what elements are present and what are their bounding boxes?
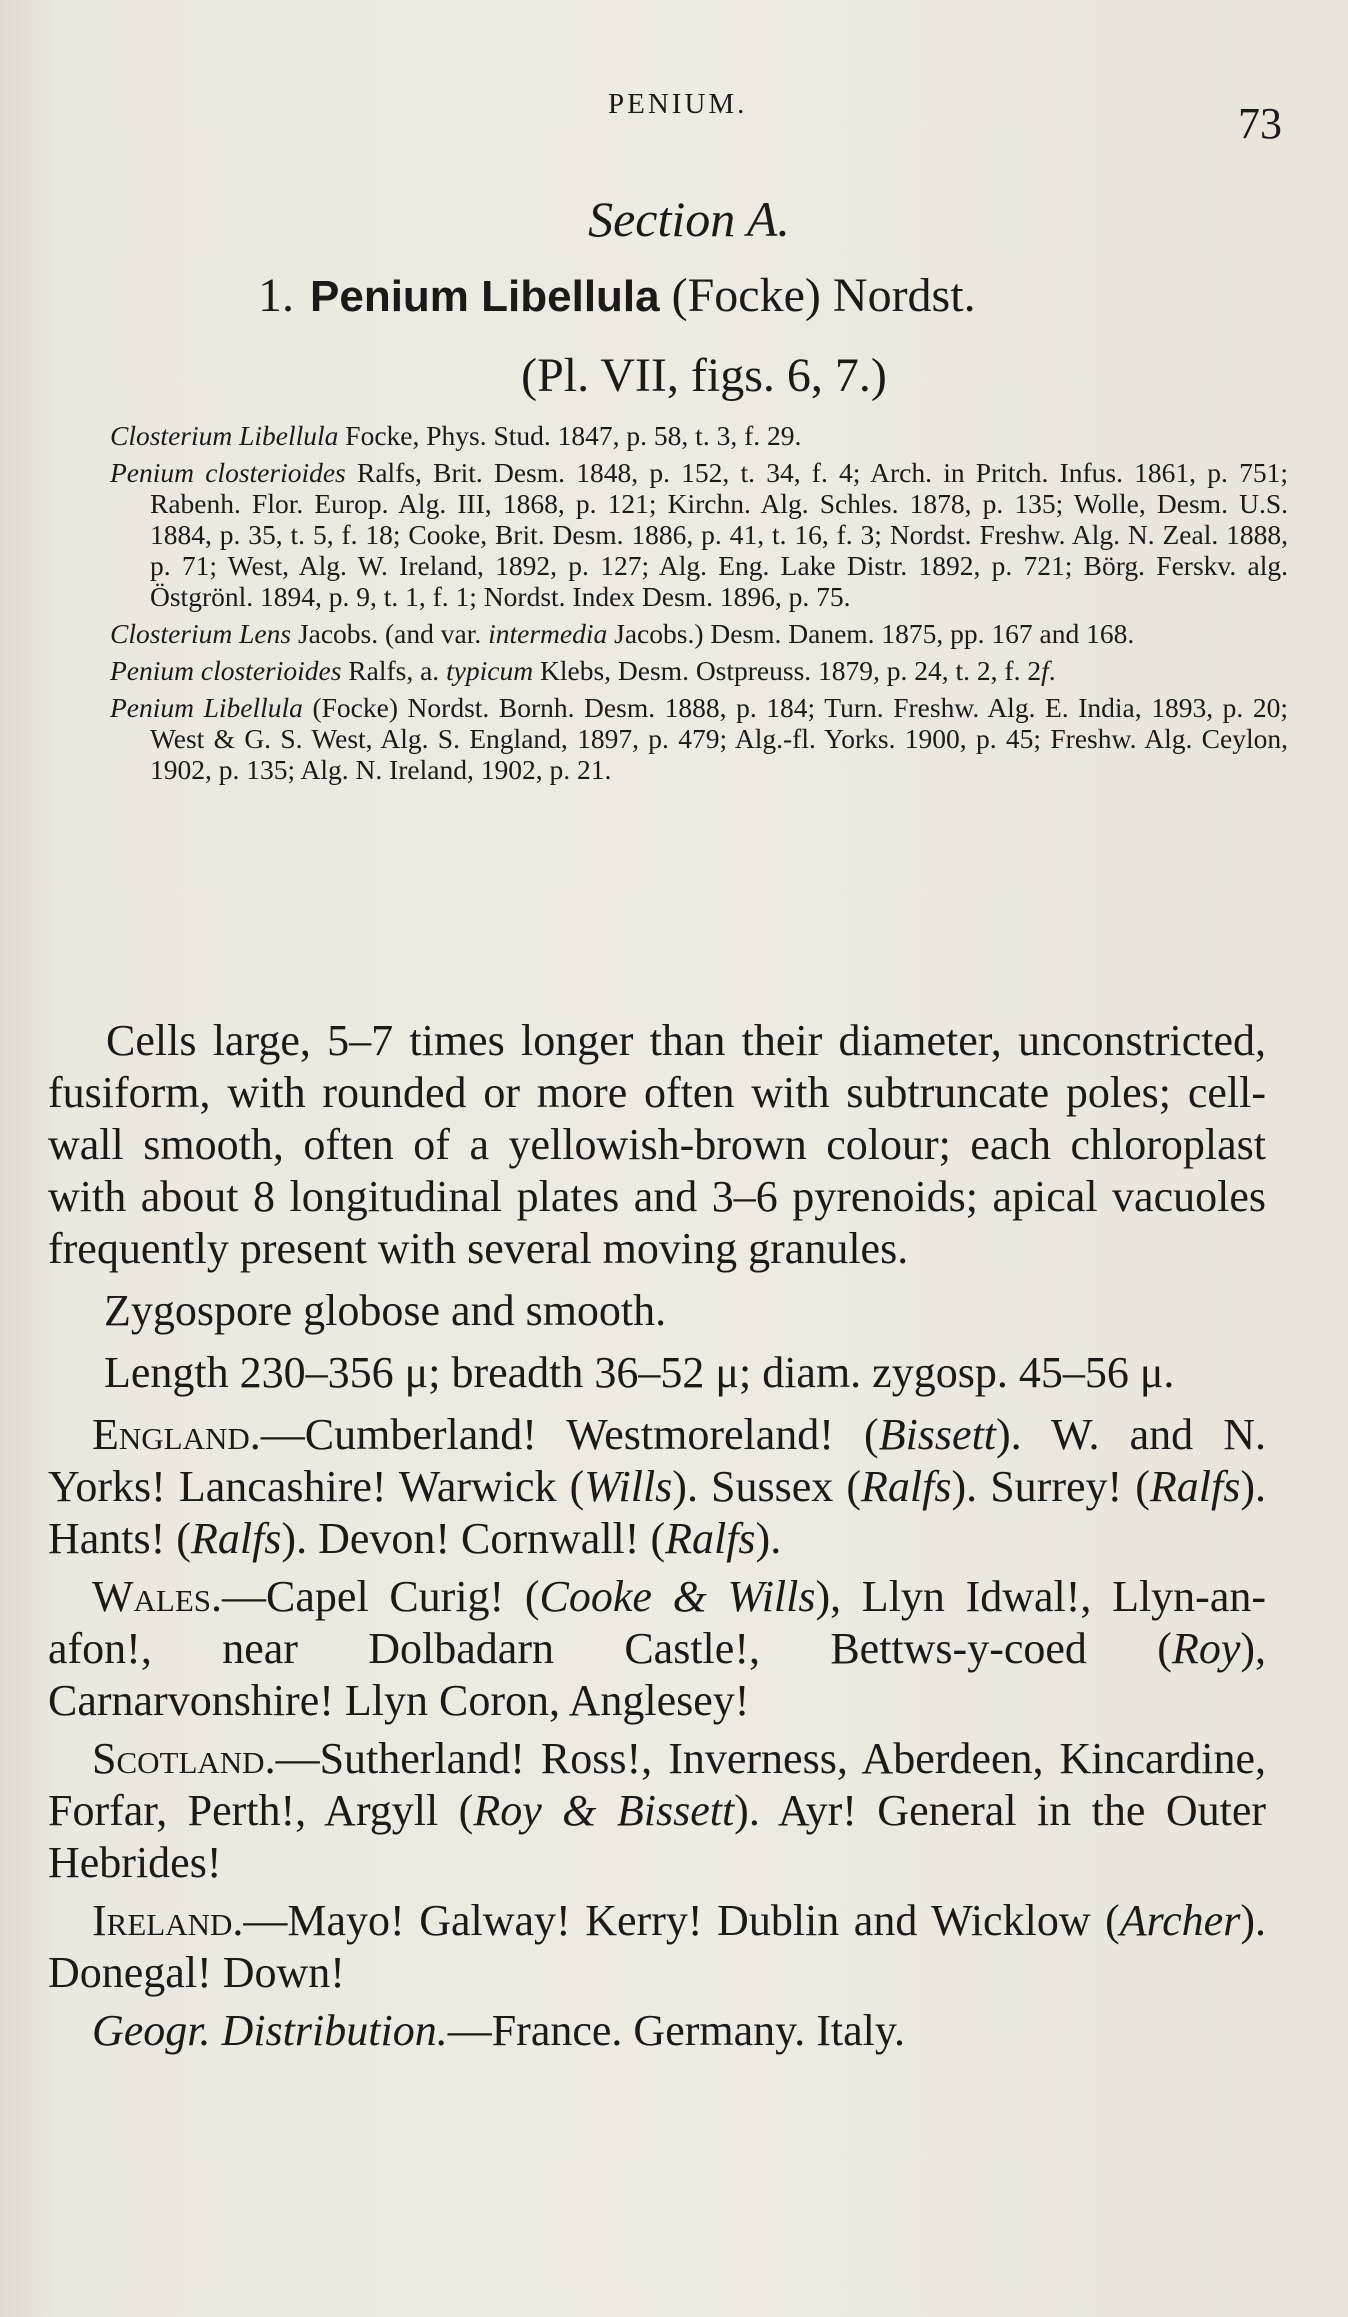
locality-text: ). Hants! ( bbox=[48, 1462, 1266, 1563]
locality-text: ), Carnarvonshire! Llyn Coron, Anglesey! bbox=[48, 1624, 1266, 1725]
locality-text: ). Devon! Cornwall! ( bbox=[281, 1514, 666, 1563]
synonymy-list bbox=[110, 420, 1288, 791]
synonym-citation: . bbox=[1048, 655, 1056, 686]
synonym-figure-suffix: f bbox=[1041, 655, 1049, 686]
synonym-citation: Klebs, Desm. Ostpreuss. 1879, p. 24, t. 2, f. 2 bbox=[533, 655, 1042, 686]
plate-reference: (Pl. VII, figs. 6, 7.) bbox=[521, 349, 887, 402]
region-label: Wales. bbox=[92, 1572, 223, 1621]
synonym-citation: Jacobs.) Desm. Danem. 1875, pp. 167 and 168. bbox=[607, 618, 1135, 649]
collector-name: Roy bbox=[1171, 1624, 1241, 1673]
region-label: Scotland. bbox=[92, 1734, 276, 1783]
synonym-variety: intermedia bbox=[488, 618, 608, 649]
collector-name: Ralfs bbox=[665, 1514, 756, 1563]
running-head: PENIUM. bbox=[608, 88, 748, 120]
synonym-taxon: Penium closterioides bbox=[110, 457, 346, 488]
locality-text: —Cumberland! Westmoreland! ( bbox=[260, 1410, 879, 1459]
synonym-entry bbox=[110, 457, 1288, 612]
locality-text: —Capel Curig! ( bbox=[222, 1572, 540, 1621]
synonym-taxon: Penium closterioides bbox=[110, 655, 342, 686]
page-number: 73 bbox=[1238, 99, 1282, 148]
collector-name: Roy & Bissett bbox=[473, 1786, 735, 1835]
collector-name: Wills bbox=[584, 1462, 673, 1511]
locality-text: —France. Germany. Italy. bbox=[447, 2006, 906, 2055]
collector-name: Bissett bbox=[878, 1410, 997, 1459]
synonym-variety: typicum bbox=[446, 655, 534, 686]
collector-name: Archer bbox=[1119, 1896, 1241, 1945]
locality-text: ). Sussex ( bbox=[672, 1462, 862, 1511]
collector-name: Cooke & Wills bbox=[539, 1572, 816, 1621]
synonym-taxon: Closterium Lens bbox=[110, 618, 292, 649]
species-number: 1. bbox=[258, 269, 294, 322]
synonym-citation: Focke, Phys. Stud. 1847, p. 58, t. 3, f. 29. bbox=[338, 420, 802, 451]
distribution-wales bbox=[48, 1571, 1266, 1727]
locality-text: ). Ayr! General in the Outer Hebrides! bbox=[48, 1786, 1267, 1887]
cell-description: Cells large, 5–7 times longer than their diameter, unconstricted, fusiform, with rounded or more often with subtruncate poles; cell-wall smooth, often of a yellowish-brown colour; each chloroplast with about 8 longitudinal plates and 3–6 pyrenoids; apical vacuoles frequently present with several moving granules. bbox=[48, 1016, 1266, 1273]
synonym-taxon: Penium Libellula bbox=[110, 692, 303, 723]
collector-name: Ralfs bbox=[190, 1514, 282, 1563]
collector-name: Ralfs bbox=[1149, 1462, 1241, 1511]
species-heading bbox=[258, 268, 1318, 323]
synonym-citation: Jacobs. (and var. bbox=[291, 618, 489, 649]
locality-text: ). Surrey! ( bbox=[951, 1462, 1150, 1511]
region-label: Ireland. bbox=[92, 1896, 244, 1945]
synonym-entry bbox=[110, 420, 1288, 451]
geogr-label: Geogr. Distribution. bbox=[92, 2006, 448, 2055]
species-authority: (Focke) Nordst. bbox=[671, 269, 976, 322]
synonym-citation: (Focke) Nordst. Bornh. Desm. 1888, p. 184; Turn. Freshw. Alg. E. India, 1893, p. 20; West & G. S. West, Alg. S. England, 1897, p. 479; Alg.-fl. Yorks. 1900, p. 45; Freshw. Alg. Ceylon, 1902, p. 135; Alg. N. Ireland, 1902, p. 21. bbox=[150, 692, 1288, 785]
distribution-england bbox=[48, 1409, 1266, 1565]
species-description bbox=[48, 1015, 1266, 2063]
locality-text: ). W. and N. Yorks! Lancashire! Warwick ( bbox=[48, 1410, 1266, 1511]
distribution-ireland bbox=[48, 1895, 1266, 1999]
collector-name: Ralfs bbox=[861, 1462, 952, 1511]
species-name: Penium Libellula bbox=[310, 272, 660, 321]
locality-text: ). bbox=[755, 1514, 782, 1563]
zygospore-description: Zygospore globose and smooth. bbox=[104, 1286, 667, 1335]
synonym-citation: Ralfs, a. bbox=[341, 655, 447, 686]
locality-text: —Sutherland! Ross!, Inverness, Aberdeen, Kincardine, Forfar, Perth!, Argyll ( bbox=[48, 1734, 1266, 1835]
synonym-entry bbox=[110, 655, 1288, 686]
locality-text: ). Donegal! Down! bbox=[48, 1896, 1266, 1997]
synonym-taxon: Closterium Libellula bbox=[110, 420, 339, 451]
synonym-citation: Ralfs, Brit. Desm. 1848, p. 152, t. 34, f. 4; Arch. in Pritch. Infus. 1861, p. 751; Rabenh. Flor. Europ. Alg. III, 1868, p. 121; Kirchn. Alg. Schles. 1878, p. 135; Wolle, Desm. U.S. 1884, p. 35, t. 5, f. 18; Cooke, Brit. Desm. 1886, p. 41, t. 16, f. 3; Nordst. Freshw. Alg. N. Zeal. 1888, p. 71; West, Alg. W. Ireland, 1892, p. 127; Alg. Eng. Lake Distr. 1892, p. 721; Börg. Ferskv. alg. Östgrönl. 1894, p. 9, t. 1, f. 1; Nordst. Index Desm. 1896, p. 75. bbox=[150, 457, 1288, 612]
region-label: England. bbox=[92, 1410, 261, 1459]
dimensions: Length 230–356 μ; breadth 36–52 μ; diam. zygosp. 45–56 μ. bbox=[104, 1348, 1175, 1397]
synonym-entry bbox=[110, 618, 1288, 649]
section-title: Section A. bbox=[588, 191, 790, 247]
locality-text: ), Llyn Idwal!, Llyn-an-afon!, near Dolbadarn Castle!, Bettws-y-coed ( bbox=[48, 1572, 1266, 1673]
geographic-distribution bbox=[48, 2005, 1266, 2057]
page-header bbox=[0, 88, 1348, 148]
synonym-entry bbox=[110, 692, 1288, 785]
distribution-scotland bbox=[48, 1733, 1266, 1889]
locality-text: —Mayo! Galway! Kerry! Dublin and Wicklow ( bbox=[243, 1896, 1120, 1945]
